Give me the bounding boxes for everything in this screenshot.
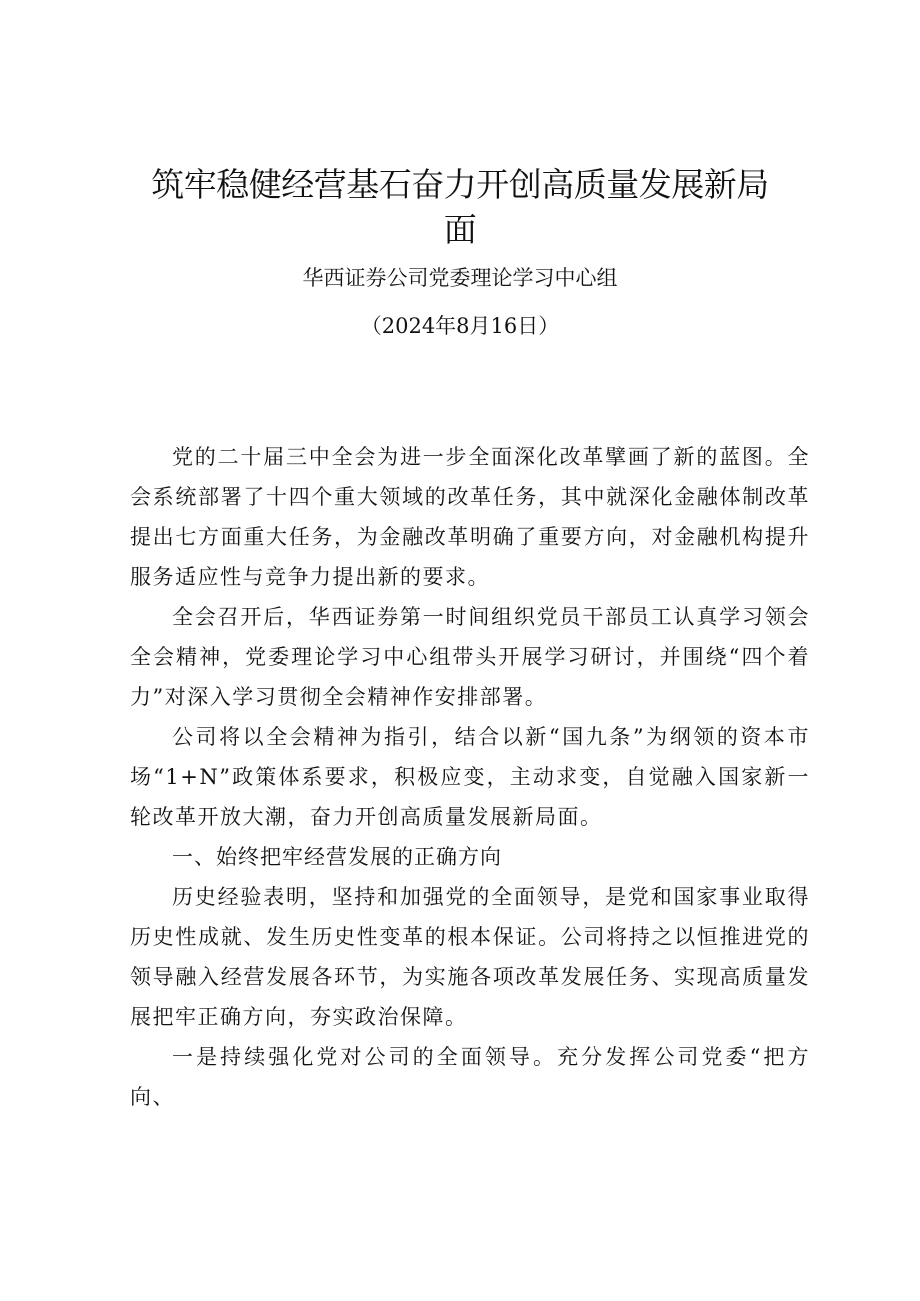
document-body xyxy=(130,437,810,1117)
body-paragraph: 历史经验表明，坚持和加强党的全面领导，是党和国家事业取得历史性成就、发生历史性变革的根本保证。公司将持之以恒推进党的领导融入经营发展各环节，为实施各项改革发展任务、实现高质量发展把牢正确方向，夯实政治保障。 xyxy=(130,885,810,1029)
section-heading: 一、始终把牢经营发展的正确方向 xyxy=(172,845,502,869)
document-title-line-1: 筑牢稳健经营基石奋力开创高质量发展新局 xyxy=(151,165,769,204)
body-paragraph: 一是持续强化党对公司的全面领导。充分发挥公司党委“把方向、 xyxy=(130,1045,810,1109)
document-title-line-2: 面 xyxy=(443,210,477,249)
document-author: 华西证券公司党委理论学习中心组 xyxy=(302,266,618,290)
body-paragraph: 党的二十届三中全会为进一步全面深化改革擘画了新的蓝图。全会系统部署了十四个重大领域的改革任务，其中就深化金融体制改革提出七方面重大任务，为金融改革明确了重要方向，对金融机构提升服务适应性与竞争力提出新的要求。 xyxy=(130,445,810,589)
document-date: （2024年8月16日） xyxy=(360,314,560,338)
body-paragraph: 全会召开后，华西证券第一时间组织党员干部员工认真学习领会全会精神，党委理论学习中心组带头开展学习研讨，并围绕“四个着力”对深入学习贯彻全会精神作安排部署。 xyxy=(130,605,810,709)
body-paragraph: 公司将以全会精神为指引，结合以新“国九条”为纲领的资本市场“1+N”政策体系要求，积极应变，主动求变，自觉融入国家新一轮改革开放大潮，奋力开创高质量发展新局面。 xyxy=(130,725,810,829)
